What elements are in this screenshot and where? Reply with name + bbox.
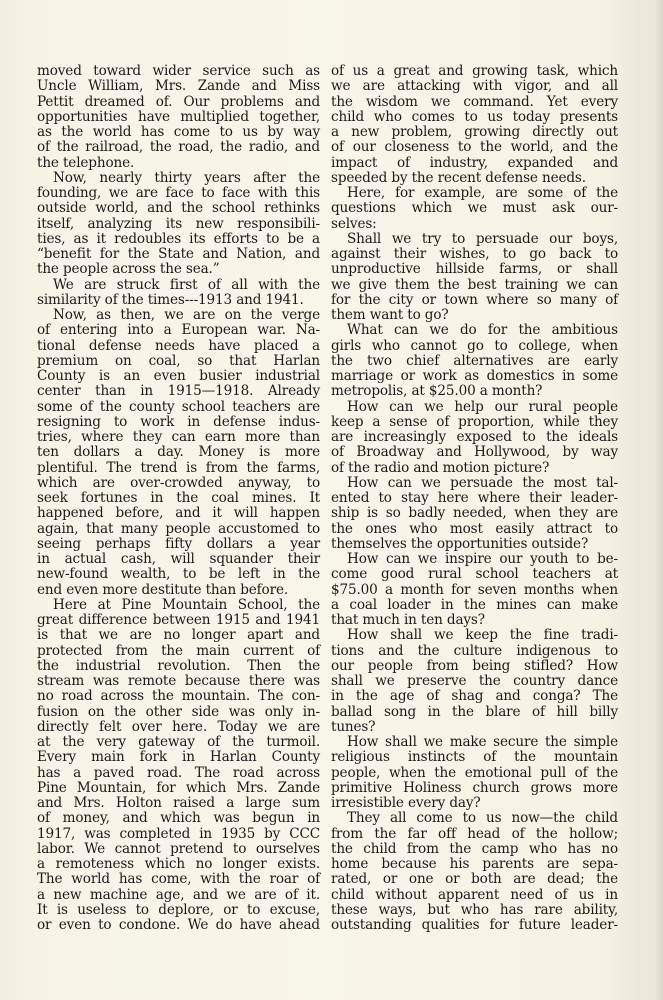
text-line: at the very gateway of the turmoil. — [37, 734, 320, 750]
text-line: premium on coal, so that Harlan — [37, 352, 320, 369]
text-line: of money, and which was begun in — [37, 810, 320, 827]
paragraph-first-line: Now, nearly thirty years after the — [53, 169, 320, 186]
text-line: Pine Mountain, for which Mrs. Zande — [37, 779, 320, 796]
text-line: is that we are no longer apart and — [37, 627, 320, 644]
text-line: protected from the main current of — [37, 642, 320, 659]
paragraph-first-line: Now, as then, we are on the verge — [53, 307, 320, 323]
text-line: a new machine age, and we are of it. — [37, 886, 320, 903]
text-line: from the far off head of the hollow; — [331, 825, 618, 842]
text-line: the people across the sea.” — [37, 261, 220, 278]
text-line: center than in 1915—1918. Already — [37, 383, 320, 400]
text-line: and Mrs. Holton raised a large sum — [37, 795, 320, 811]
text-line: stream was remote because there was — [37, 673, 320, 689]
text-line: happened before, and it will happen — [37, 505, 320, 522]
paragraph-first-line: How shall we keep the fine tradi- — [347, 627, 618, 644]
text-line: Uncle William, Mrs. Zande and Miss — [37, 78, 320, 95]
text-line: religious instincts of the mountain — [331, 749, 618, 766]
paragraph-first-line: They all come to us now—the child — [347, 810, 618, 827]
text-line: $75.00 a month for seven months when — [331, 581, 618, 598]
text-line: plentiful. The trend is from the farms, — [37, 459, 320, 476]
text-line: a coal loader in the mines can make — [331, 596, 618, 613]
text-line: ten dollars a day. Money is more — [37, 444, 320, 461]
text-line: tional defense needs have placed a — [37, 337, 320, 354]
text-line: child without apparent need of us in — [331, 886, 618, 903]
text-line: themselves the opportunities outside? — [331, 535, 589, 552]
text-line: impact of industry, expanded and — [331, 154, 618, 171]
text-line: opportunities have multiplied together, — [37, 108, 320, 125]
text-line: against their wishes, to go back to — [331, 246, 618, 262]
text-line: of the railroad, the road, the radio, and — [37, 139, 320, 156]
text-line: the two chief alternatives are early — [331, 352, 618, 369]
paragraph-first-line: Here, for example, are some of the — [347, 185, 618, 201]
text-line: we are attacking with vigor, and all — [331, 78, 618, 95]
text-line: rated, or one or both are dead; the — [331, 871, 618, 888]
text-line: unproductive hillside farms, or shall — [331, 261, 618, 278]
paragraph-first-line: How can we persuade the most tal- — [347, 474, 618, 491]
text-line: people, when the emotional pull of the — [331, 764, 618, 781]
text-line: selves: — [331, 215, 377, 232]
paragraph-first-line: How shall we make secure the simple — [347, 734, 618, 750]
text-line: or even to condone. We do have ahead — [37, 917, 320, 933]
text-line: speeded by the recent defense needs. — [331, 169, 586, 186]
text-line: as the world has come to us by way — [37, 124, 320, 140]
text-line: primitive Holiness church grows more — [331, 779, 618, 796]
text-line: outside world, and the school rethinks — [37, 200, 320, 217]
text-line: we give them the best training we can — [331, 276, 618, 293]
text-line: for the city or town where so many of — [331, 291, 618, 308]
text-line: moved toward wider service such as — [37, 63, 320, 79]
text-line: home because his parents are sepa- — [331, 856, 618, 872]
text-line: itself, analyzing its new responsibili- — [37, 215, 320, 232]
text-line: seeing perhaps fifty dollars a year — [37, 535, 320, 552]
text-line: 1917, was completed in 1935 by CCC — [37, 825, 320, 842]
text-line: child who comes to us today presents — [331, 108, 618, 125]
text-line: of Broadway and Hollywood, by way — [331, 444, 618, 461]
text-line: no road across the mountain. The con- — [37, 688, 320, 705]
paragraph-first-line: Here at Pine Mountain School, the — [53, 596, 320, 613]
text-line: ballad song in the blare of hill billy — [331, 703, 618, 720]
text-line: the ones who most easily attract to — [331, 520, 618, 537]
text-line: of entering into a European war. Na- — [37, 322, 320, 339]
text-line: directly felt over here. Today we are — [37, 718, 320, 735]
text-line: seek fortunes in the coal mines. It — [37, 490, 320, 506]
text-line: keep a sense of proportion, while they — [331, 413, 618, 430]
text-line: in actual cash, will squander their — [37, 551, 320, 567]
text-line: of us a great and growing task, which — [331, 63, 618, 79]
text-line: some of the county school teachers are — [37, 398, 320, 415]
text-line: It is useless to deplore, or to excuse, — [37, 901, 320, 918]
text-line: resigning to work in defense indus- — [37, 413, 320, 430]
text-line: County is an even busier industrial — [37, 368, 320, 384]
text-column-right — [331, 64, 618, 933]
text-line: tions and the culture indigenous to — [331, 642, 618, 659]
text-line: our people from being stifled? How — [331, 657, 618, 674]
text-line: end even more destitute than before. — [37, 581, 289, 598]
text-line: has a paved road. The road across — [37, 764, 320, 781]
text-line: great difference between 1915 and 1941 — [37, 612, 320, 628]
text-line: shall we preserve the country dance — [331, 673, 618, 689]
paragraph-first-line: How can we help our rural people — [347, 398, 618, 415]
text-line: “benefit for the State and Nation, and — [37, 246, 320, 262]
text-line: a new problem, growing directly out — [331, 124, 618, 140]
text-line: Every main fork in Harlan County — [37, 749, 320, 766]
text-line: the child from the camp who has no — [331, 840, 618, 857]
text-line: that much in ten days? — [331, 612, 485, 628]
text-line: Pettit dreamed of. Our problems and — [37, 93, 320, 110]
text-line: fusion on the other side was only in- — [37, 703, 320, 720]
text-line: new-found wealth, to be left in the — [37, 566, 320, 583]
paragraph-first-line: We are struck first of all with the — [53, 276, 320, 293]
text-line: tunes? — [331, 718, 376, 735]
text-line: of the radio and motion picture? — [331, 459, 550, 476]
text-line: again, that many people accustomed to — [37, 520, 320, 537]
text-line: questions which we must ask our- — [331, 200, 618, 217]
paragraph-first-line: What can we do for the ambitious — [347, 322, 618, 339]
text-line: ties, as it redoubles its efforts to be a — [37, 230, 320, 247]
text-line: of our closeness to the world, and the — [331, 139, 618, 156]
paragraph-first-line: How can we inspire our youth to be- — [347, 551, 618, 567]
text-line: founding, we are face to face with this — [37, 185, 320, 201]
text-line: these ways, but who has rare ability, — [331, 901, 618, 918]
text-line: the wisdom we command. Yet every — [331, 93, 618, 110]
text-line: labor. We cannot pretend to ourselves — [37, 840, 320, 857]
text-line: girls who cannot go to college, when — [331, 337, 618, 354]
text-line: the telephone. — [37, 154, 135, 171]
text-line: similarity of the times---1913 and 1941. — [37, 291, 304, 308]
text-line: irresistible every day? — [331, 795, 481, 811]
text-line: ship is so badly needed, when they are — [331, 505, 618, 522]
text-line: come good rural school teachers at — [331, 566, 618, 583]
text-line: marriage or work as domestics in some — [331, 368, 618, 384]
text-line: are increasingly exposed to the ideals — [331, 429, 618, 445]
text-line: a remoteness which no longer exists. — [37, 856, 320, 872]
text-column-left — [37, 64, 320, 933]
text-line: ented to stay here where their leader- — [331, 490, 618, 506]
text-line: The world has come, with the roar of — [37, 871, 320, 888]
text-line: tries, where they can earn more than — [37, 429, 320, 445]
text-line: metropolis, at $25.00 a month? — [331, 383, 543, 400]
paragraph-first-line: Shall we try to persuade our boys, — [347, 230, 618, 247]
text-line: the industrial revolution. Then the — [37, 657, 320, 674]
text-line: them want to go? — [331, 307, 449, 323]
text-line: in the age of shag and conga? The — [331, 688, 618, 705]
text-line: which are over-crowded anyway, to — [37, 474, 320, 491]
text-line: outstanding qualities for future leader- — [331, 917, 618, 933]
